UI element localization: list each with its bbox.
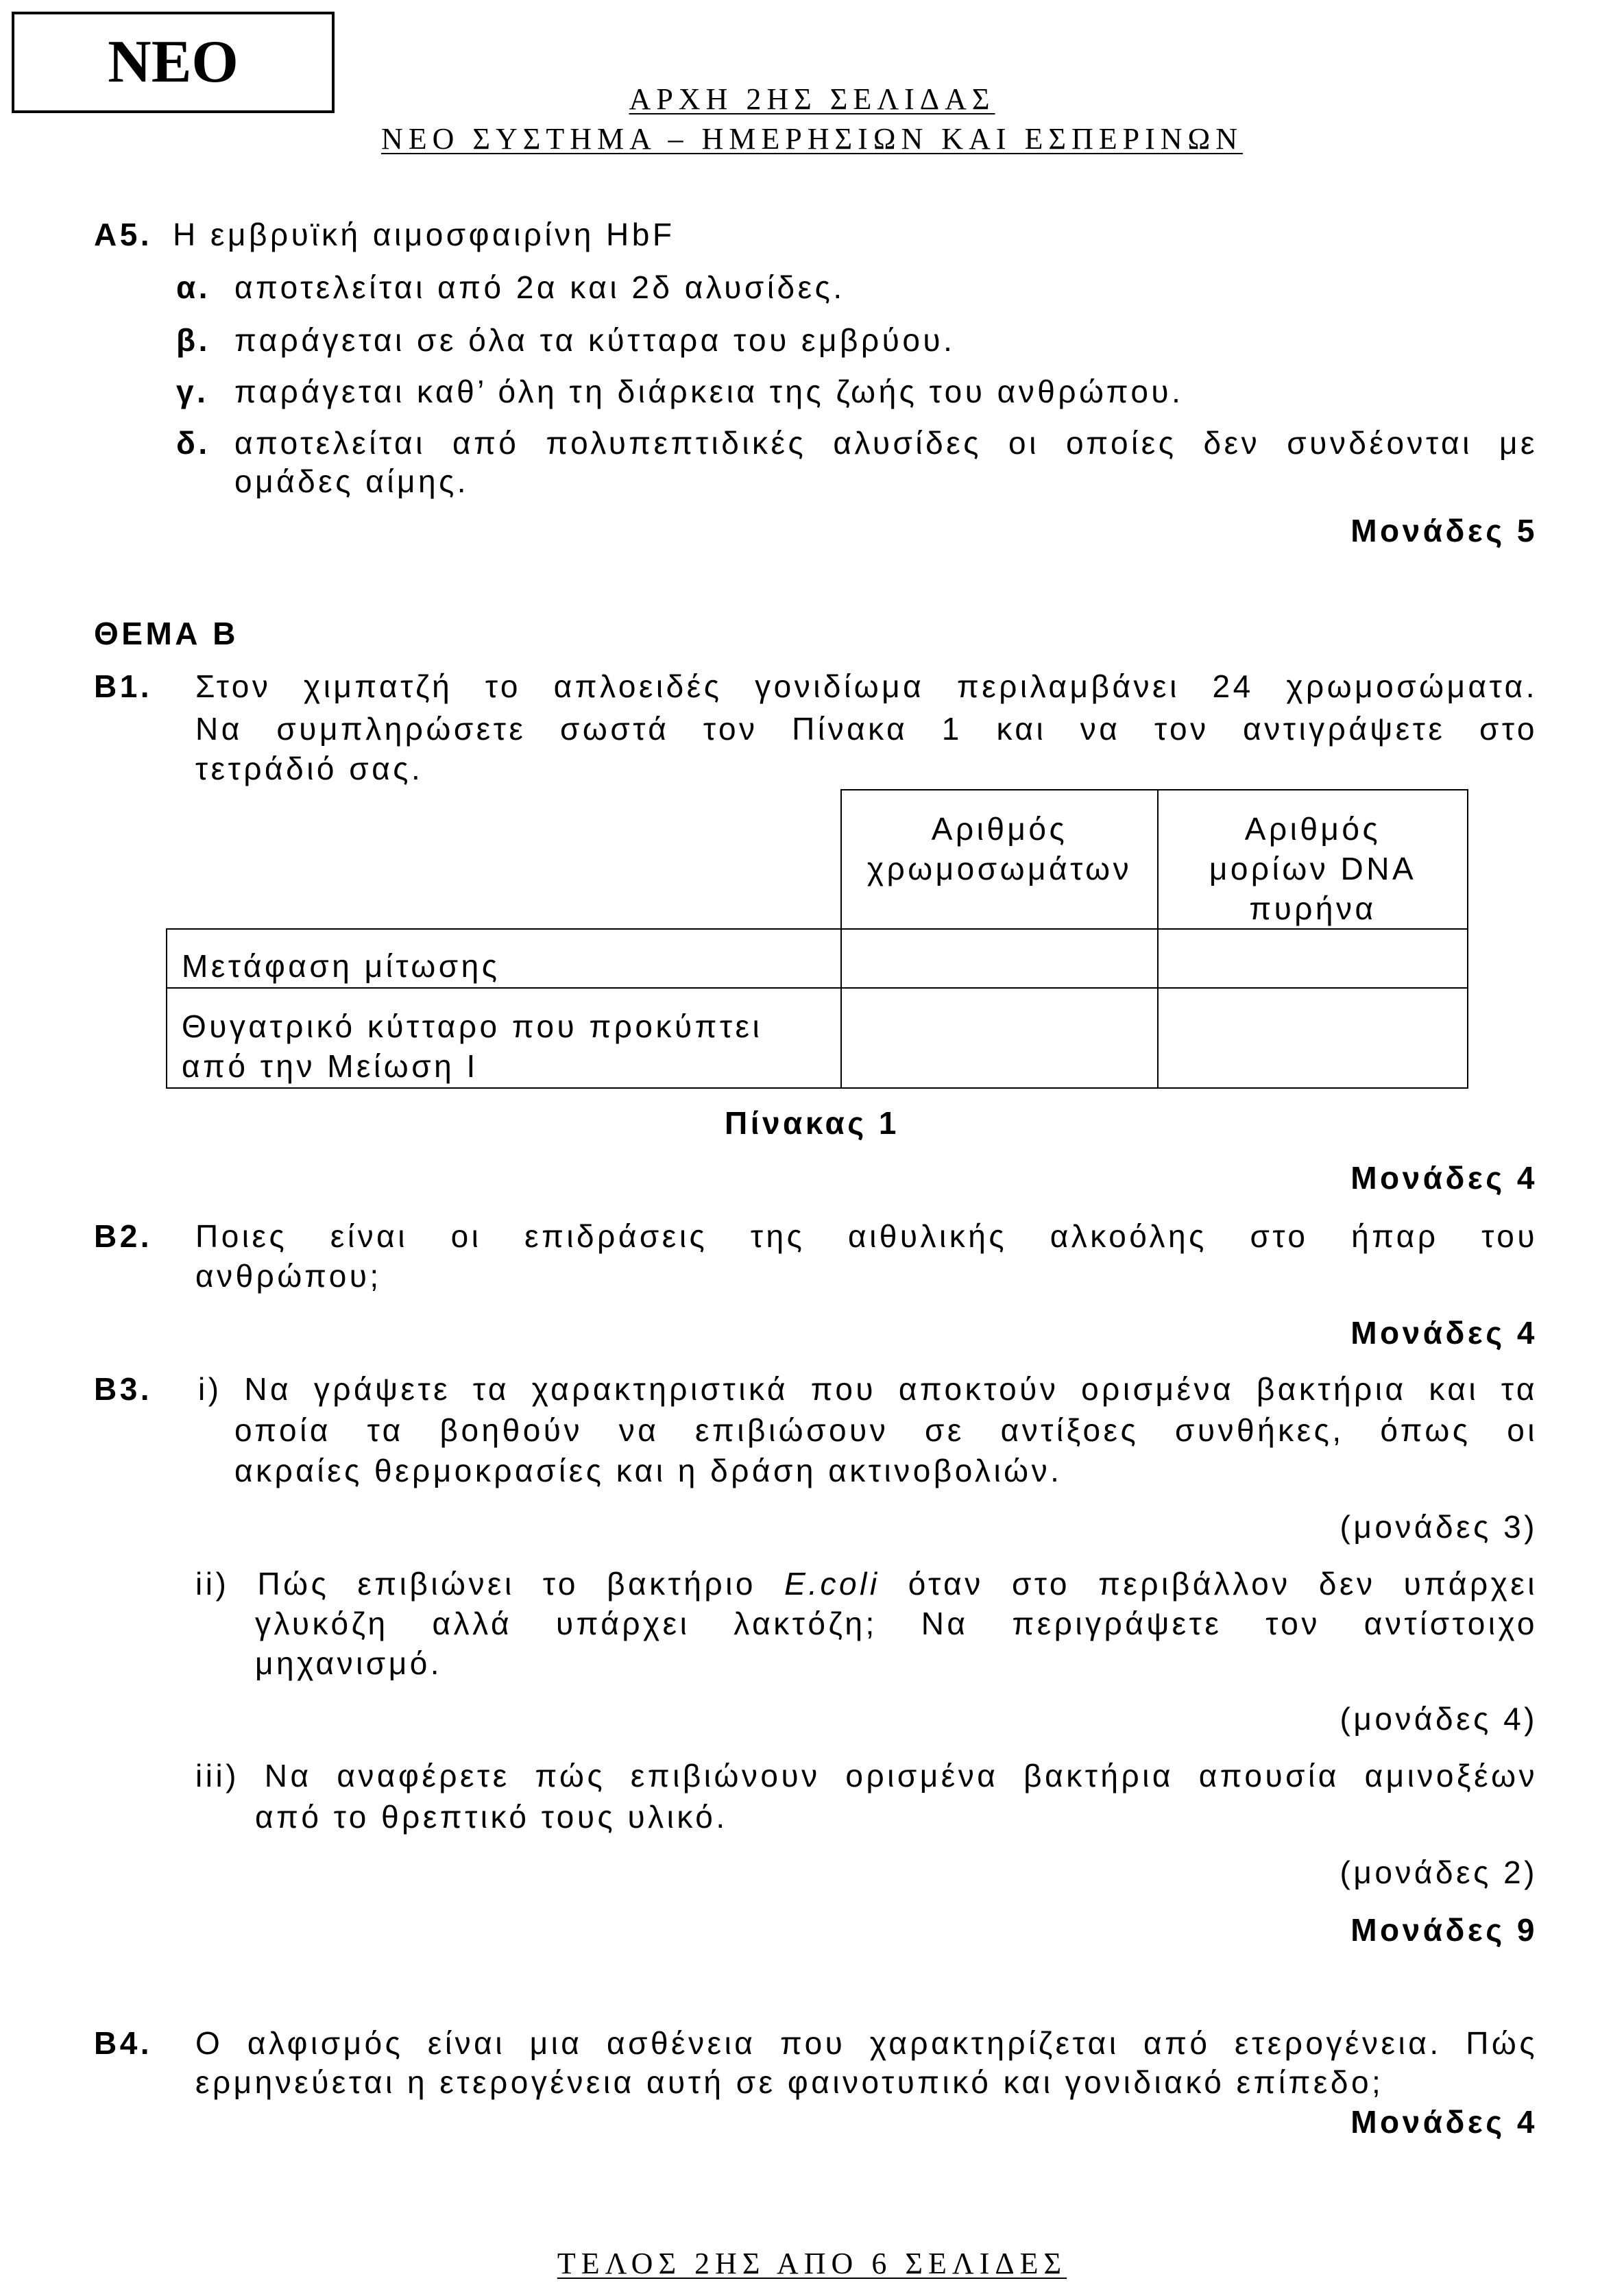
- option-text: παράγεται καθ’ όλη τη διάρκεια της ζωής του ανθρώπου.: [234, 374, 1184, 409]
- section-title: ΘΕΜΑ Β: [94, 616, 239, 651]
- table-header-row: [167, 790, 1468, 929]
- subquestion-marks: (μονάδες 2): [1340, 1855, 1538, 1890]
- answer-cell: [1158, 988, 1468, 1088]
- answer-cell: [841, 929, 1158, 988]
- option-label: δ.: [176, 425, 210, 461]
- question-text: ανθρώπου;: [195, 1258, 382, 1294]
- column-header-line: Αριθμός: [931, 811, 1068, 847]
- marks: Μονάδες 4: [1350, 2104, 1538, 2140]
- question-label: Β1.: [94, 668, 153, 704]
- subquestion-text: Να γράψετε τα χαρακτηριστικά που αποκτούν ορισμένα βακτήρια και τα: [244, 1371, 1538, 1407]
- table-row: [167, 988, 1468, 1088]
- row-label: [167, 988, 841, 1088]
- marks: Μονάδες 9: [1350, 1912, 1538, 1948]
- answer-cell: [841, 988, 1158, 1088]
- question-text: Να συμπληρώσετε σωστά τον Πίνακα 1 και να τον αντιγράψετε στο: [195, 711, 1538, 747]
- question-text: ερμηνεύεται η ετερογένεια αυτή σε φαινοτυπικό και γονιδιακό επίπεδο;: [195, 2064, 1384, 2100]
- column-header-line: μορίων DNA: [1209, 851, 1417, 886]
- column-header-chromosomes: [841, 790, 1158, 929]
- row-label-line: από την Μείωση I: [182, 1048, 478, 1084]
- subquestion-text: από το θρεπτικό τους υλικό.: [255, 1799, 728, 1835]
- row-label-line: Μετάφαση μίτωσης: [182, 948, 500, 984]
- subquestion-text: γλυκόζη αλλά υπάρχει λακτόζη; Να περιγράψετε τον αντίστοιχο: [255, 1606, 1538, 1641]
- marks: Μονάδες 4: [1350, 1315, 1538, 1351]
- subquestion-line: [198, 1369, 1538, 1409]
- page-start-heading: ΑΡΧΗ 2ΗΣ ΣΕΛΙΔΑΣ: [629, 82, 995, 116]
- answer-cell: [1158, 929, 1468, 988]
- row-label-line: Θυγατρικό κύτταρο που προκύπτει: [182, 1008, 763, 1044]
- subquestion-text: ακραίες θερμοκρασίες και η δράση ακτινοβολιών.: [234, 1453, 1063, 1488]
- question-text: τετράδιό σας.: [195, 751, 424, 786]
- question-label: Β4.: [94, 2025, 153, 2061]
- subquestion-marks: (μονάδες 4): [1340, 1701, 1538, 1737]
- subquestion-text: οποία τα βοηθούν να επιβιώσουν σε αντίξοες συνθήκες, όπως οι: [234, 1412, 1538, 1448]
- question-stem: Η εμβρυϊκή αιμοσφαιρίνη HbF: [173, 217, 675, 252]
- option-text: ομάδες αίμης.: [234, 463, 470, 499]
- option-label: γ.: [176, 374, 209, 409]
- table-caption: Πίνακας 1: [724, 1105, 900, 1141]
- page-end-footer: ΤΕΛΟΣ 2ΗΣ ΑΠΟ 6 ΣΕΛΙΔΕΣ: [557, 2247, 1067, 2280]
- option-label: α.: [176, 269, 211, 305]
- option-label: β.: [176, 322, 210, 358]
- question-text: Στον χιμπατζή το απλοειδές γονιδίωμα περιλαμβάνει 24 χρωμοσώματα.: [195, 668, 1538, 704]
- chromosome-table: [166, 789, 1468, 1089]
- subquestion-line: [195, 1756, 1538, 1796]
- option-text: παράγεται σε όλα τα κύτταρα του εμβρύου.: [234, 322, 956, 358]
- table-row: [167, 929, 1468, 988]
- row-label: [167, 929, 841, 988]
- column-header-line: χρωμοσωμάτων: [866, 851, 1132, 886]
- subquestion-label: i): [198, 1371, 222, 1407]
- subquestion-marks: (μονάδες 3): [1340, 1509, 1538, 1545]
- subquestion-text: Να αναφέρετε πώς επιβιώνουν ορισμένα βακτήρια απουσία αμινοξέων: [264, 1758, 1538, 1793]
- question-text: Ο αλφισμός είναι μια ασθένεια που χαρακτηρίζεται από ετερογένεια. Πώς: [195, 2025, 1538, 2061]
- exam-system-heading: ΝΕΟ ΣΥΣΤΗΜΑ – ΗΜΕΡΗΣΙΩΝ ΚΑΙ ΕΣΠΕΡΙΝΩΝ: [380, 122, 1244, 156]
- column-header-line: Αριθμός: [1244, 811, 1381, 847]
- option-text: αποτελείται από 2α και 2δ αλυσίδες.: [234, 269, 845, 305]
- question-label: Β2.: [94, 1218, 153, 1254]
- question-label: Β3.: [94, 1371, 153, 1407]
- subquestion-line: [195, 1564, 1538, 1604]
- question-text: Ποιες είναι οι επιδράσεις της αιθυλικής αλκοόλης στο ήπαρ του: [195, 1218, 1538, 1254]
- column-header-dna-molecules: [1158, 790, 1468, 929]
- option-text: αποτελείται από πολυπεπτιδικές αλυσίδες οι οποίες δεν συνδέονται με: [234, 425, 1538, 461]
- marks: Μονάδες 5: [1350, 513, 1538, 548]
- subquestion-label: iii): [195, 1758, 239, 1793]
- subquestion-text: μηχανισμό.: [255, 1645, 443, 1681]
- organism-name: E.coli: [784, 1566, 880, 1602]
- subquestion-text: Πώς επιβιώνει το βακτήριο: [257, 1566, 785, 1602]
- subquestion-text: όταν στο περιβάλλον δεν υπάρχει: [880, 1566, 1538, 1602]
- question-label: Α5.: [94, 217, 153, 252]
- edition-badge: ΝΕΟ: [12, 12, 335, 113]
- column-header-line: πυρήνα: [1249, 891, 1377, 926]
- subquestion-label: ii): [195, 1566, 230, 1602]
- marks: Μονάδες 4: [1350, 1160, 1538, 1196]
- table-corner-cell: [167, 790, 841, 929]
